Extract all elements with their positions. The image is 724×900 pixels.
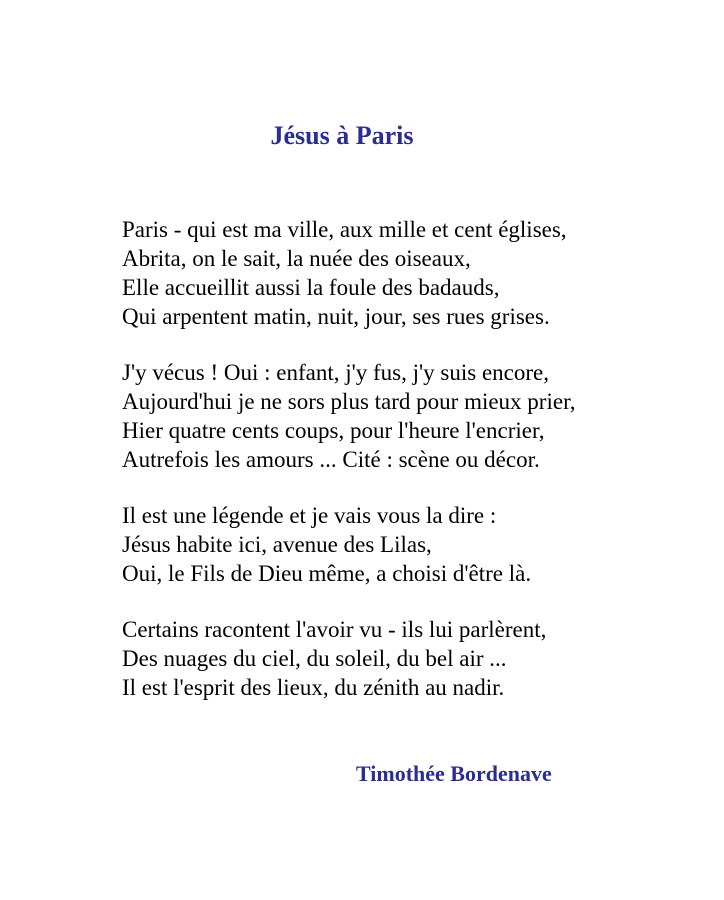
poem-line: Oui, le Fils de Dieu même, a choisi d'être là. [122,561,532,586]
poem-line: Qui arpentent matin, nuit, jour, ses rues grises. [122,304,550,329]
poem-line: Il est l'esprit des lieux, du zénith au nadir. [122,675,505,700]
stanza [122,358,702,474]
poem-line: Jésus habite ici, avenue des Lilas, [122,532,432,557]
poem-title: Jésus à Paris [270,121,414,150]
stanza [122,501,702,588]
poem-line: Des nuages du ciel, du soleil, du bel air ... [122,646,507,671]
stanza [122,615,702,702]
poem-line: Autrefois les amours ... Cité : scène ou décor. [122,447,540,472]
poem-line: Certains racontent l'avoir vu - ils lui parlèrent, [122,617,547,642]
poem-line: J'y vécus ! Oui : enfant, j'y fus, j'y suis encore, [122,360,549,385]
poem-line: Aujourd'hui je ne sors plus tard pour mieux prier, [122,389,576,414]
poem-line: Hier quatre cents coups, pour l'heure l'encrier, [122,418,545,443]
poem-line: Paris - qui est ma ville, aux mille et cent églises, [122,217,567,242]
stanza [122,215,702,331]
poem-line: Il est une légende et je vais vous la dire : [122,503,497,528]
poem-line: Abrita, on le sait, la nuée des oiseaux, [122,246,471,271]
poem-line: Elle accueillit aussi la foule des badauds, [122,275,500,300]
poem-body [122,215,702,729]
poem-author: Timothée Bordenave [356,761,552,786]
